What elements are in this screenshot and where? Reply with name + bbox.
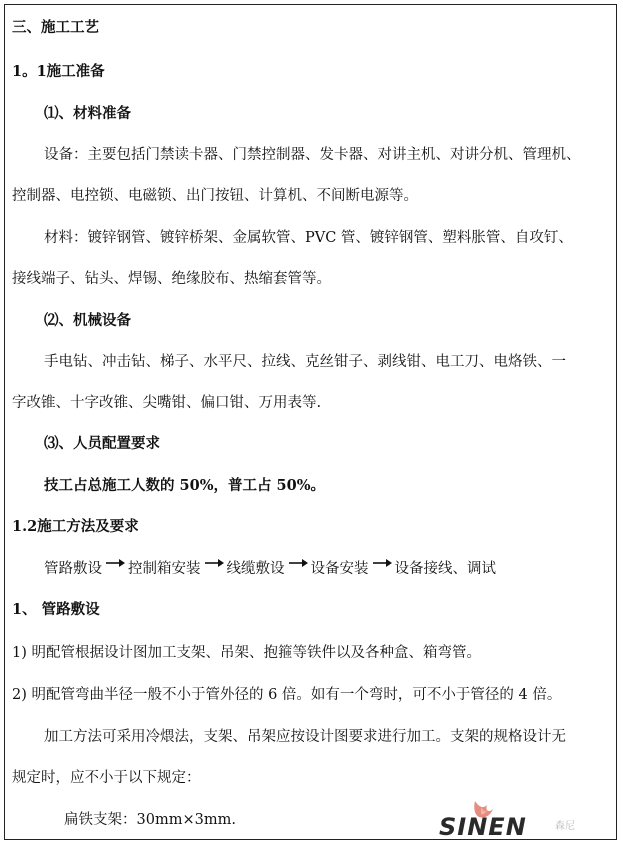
tools-line-1: 手电钻、冲击钻、梯子、水平尺、拉线、克丝钳子、剥线钳、电工刀、电烙铁、一: [44, 354, 566, 370]
flow-step: 管路敷设: [44, 561, 102, 577]
flow-step: 控制箱安装: [128, 561, 201, 577]
materials-line-2: 接线端子、钻头、焊锡、绝缘胶布、热缩套管等。: [12, 271, 331, 287]
pipe-rule-1: 1) 明配管根据设计图加工支架、吊架、抱箍等铁件以及各种盒、箱弯管。: [12, 645, 481, 661]
flow-step: 设备接线、调试: [394, 561, 496, 577]
equipment-line-1: 设备：主要包括门禁读卡器、门禁控制器、发卡器、对讲主机、对讲分机、管理机、: [44, 147, 581, 163]
subsection-heading-1-2: 1.2施工方法及要求: [12, 518, 139, 535]
pipe-rule-2: 2) 明配管弯曲半径一般不小于管外径的 6 倍。如有一个弯时，可不小于管径的 4 倍。: [12, 687, 562, 703]
arrow-right-icon: [371, 558, 393, 568]
flow-step: 设备安装: [310, 561, 369, 577]
arrow-right-icon: [287, 558, 309, 568]
bracket-spec: 扁铁支架：30mm×3mm.: [64, 812, 236, 828]
materials-heading: ⑴、材料准备: [44, 105, 131, 122]
document-frame: [4, 4, 617, 840]
arrow-right-icon: [203, 558, 225, 568]
processing-line-1: 加工方法可采用冷煨法，支架、吊架应按设计图要求进行加工。支架的规格设计无: [44, 729, 566, 745]
staffing-heading: ⑶、人员配置要求: [44, 435, 160, 452]
section-title: 三、施工工艺: [12, 19, 99, 36]
watermark-brand: SINEN: [439, 813, 527, 841]
watermark-logo: [435, 795, 605, 843]
staffing-text: 技工占总施工人数的 50%，普工占 50%。: [44, 477, 326, 494]
pipe-laying-heading: 1、 管路敷设: [12, 601, 100, 618]
materials-line-1: 材料：镀锌钢管、镀锌桥架、金属软管、PVC 管、镀锌钢管、塑料胀管、自攻钉、: [44, 230, 573, 246]
processing-line-2: 规定时，应不小于以下规定：: [12, 770, 201, 786]
equipment-line-2: 控制器、电控锁、电磁锁、出门按钮、计算机、不间断电源等。: [12, 188, 418, 204]
machinery-heading: ⑵、机械设备: [44, 312, 131, 329]
arrow-right-icon: [104, 558, 126, 568]
flow-step: 线缆敷设: [226, 561, 285, 577]
tools-line-2: 字改锥、十字改锥、尖嘴钳、偏口钳、万用表等.: [12, 395, 322, 411]
process-flow: [44, 559, 496, 579]
watermark-subtext: 森尼: [555, 821, 575, 832]
subsection-heading-1-1: 1。1施工准备: [12, 63, 105, 80]
